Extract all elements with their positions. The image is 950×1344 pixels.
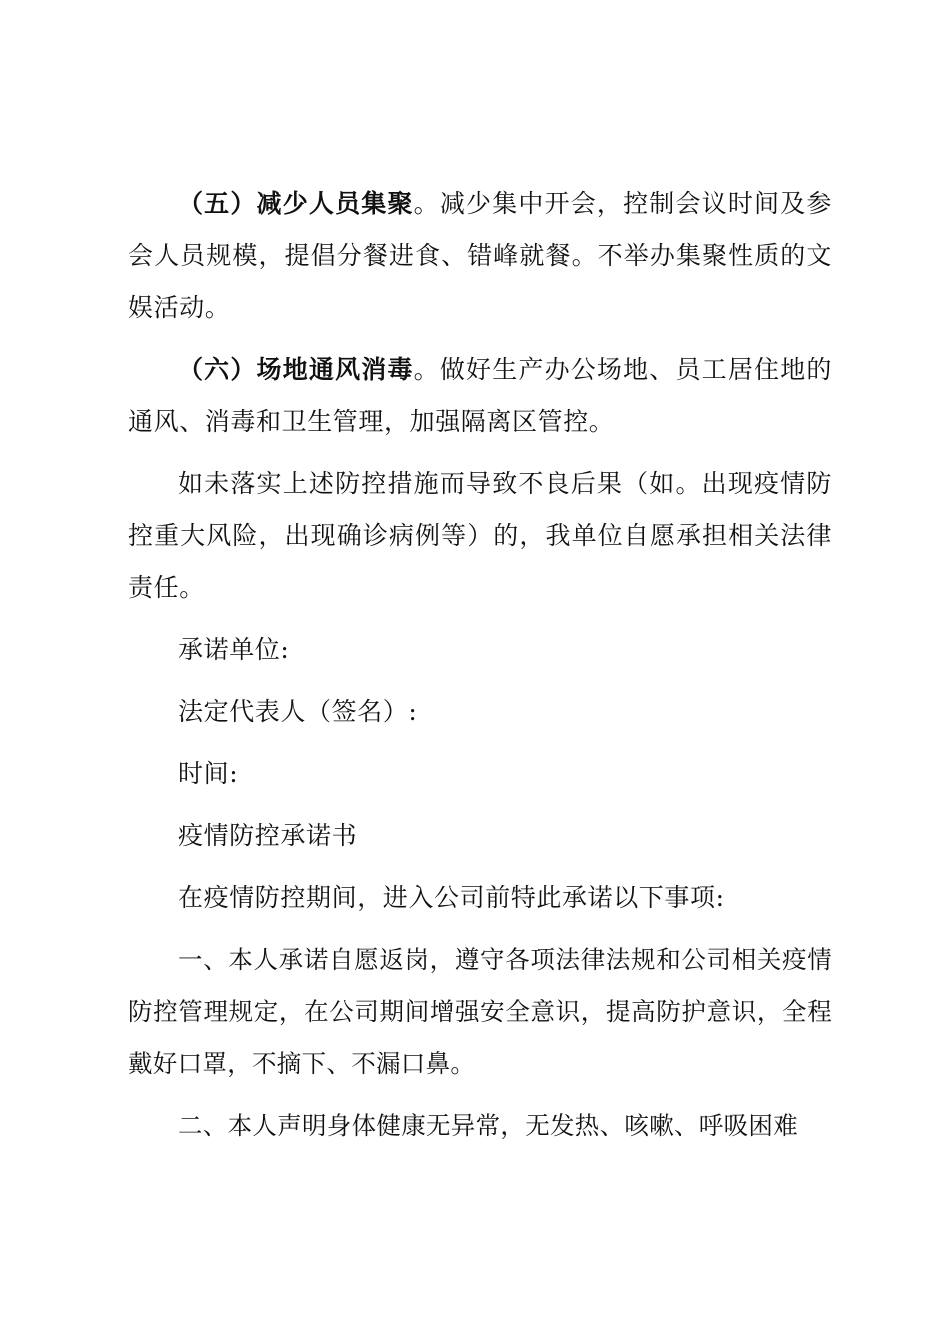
sign-representative-label: 法定代表人（签名）: <box>178 697 418 726</box>
second-document-title: 疫情防控承诺书 <box>178 821 358 850</box>
paragraph-ventilation <box>128 344 832 448</box>
paragraph-heading: （六）场地通风消毒 <box>178 355 414 384</box>
second-document-intro: 在疫情防控期间，进入公司前特此承诺以下事项: <box>178 883 725 912</box>
paragraph-reduce-gathering <box>128 178 832 334</box>
paragraph-body: 。做好生产办公场地、员工居住地的通风、消毒和卫生管理，加强隔离区管控。 <box>128 355 832 436</box>
paragraph-heading: （五）减少人员集聚 <box>178 189 414 218</box>
document-page <box>128 178 832 1162</box>
commitment-item-1: 一、本人承诺自愿返岗，遵守各项法律法规和公司相关疫情防控管理规定，在公司期间增强安全意识，提高防护意识，全程戴好口罩，不摘下、不漏口鼻。 <box>128 945 832 1078</box>
sign-time-label: 时间: <box>178 759 239 788</box>
sign-unit-label: 承诺单位: <box>178 635 290 664</box>
paragraph-body: 。减少集中开会，控制会议时间及参会人员规模，提倡分餐进食、错峰就餐。不举办集聚性质的文娱活动。 <box>128 189 832 322</box>
paragraph-liability: 如未落实上述防控措施而导致不良后果（如。出现疫情防控重大风险，出现确诊病例等）的，我单位自愿承担相关法律责任。 <box>128 469 832 602</box>
commitment-item-2: 二、本人声明身体健康无异常，无发热、咳嗽、呼吸困难 <box>178 1111 798 1140</box>
